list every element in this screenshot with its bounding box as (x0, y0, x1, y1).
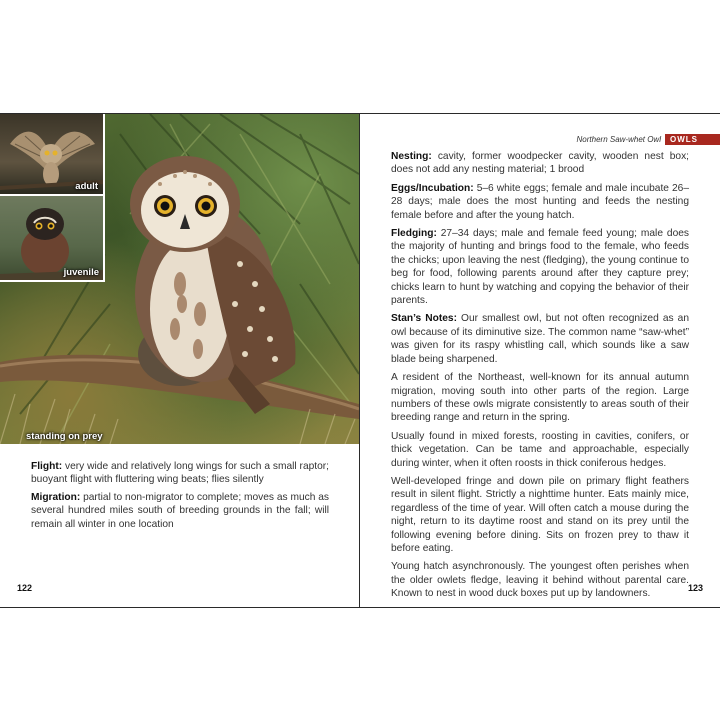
inset-photo-juvenile (0, 196, 105, 282)
paragraph-text: 5–6 white eggs; female and male incubate 26–28 days; male does the most hunting and feeds the nesting female before and after the young hatch. (391, 182, 689, 221)
right-body-text (391, 150, 689, 606)
running-head-group-tab: OWLS (665, 134, 720, 145)
owl-photo-standing-on-prey (0, 114, 359, 444)
page-number-left: 122 (17, 583, 33, 593)
paragraph-habitat (391, 430, 689, 470)
left-page (0, 114, 360, 607)
caption-adult: adult (75, 181, 98, 192)
running-head (577, 134, 720, 145)
paragraph-text: Well-developed fringe and down pile on primary flight feathers result in silent flight. Strictly a nighttime hunter. Eats mainly mice, regardless of the time of year. Will often catch a mouse during the night, return to its daytime roost and stand on its prey until the following evening before dining. Sits on frozen prey to thaw it before eating. (391, 475, 689, 554)
inset-photo-adult (0, 114, 105, 196)
term-label: Eggs/Incubation: (391, 182, 474, 194)
term-label: Stan’s Notes: (391, 313, 457, 325)
caption-main-photo: standing on prey (26, 431, 103, 442)
term-label: Nesting: (391, 151, 432, 162)
caption-juvenile: juvenile (63, 267, 99, 278)
book-spread (0, 113, 720, 608)
paragraph-text: very wide and relatively long wings for such a small raptor; buoyant flight with fluttering wing beats; flies silently (31, 461, 329, 486)
paragraph-residence (391, 371, 689, 425)
running-head-species: Northern Saw-whet Owl (576, 135, 661, 144)
paragraph-flight (31, 460, 329, 487)
paragraph-text: partial to non-migrator to complete; moves as much as several hundred miles south of breeding grounds in the fall; will remain all winter in one location (31, 491, 329, 530)
paragraph-text: 27–34 days; male and female feed young; male does the majority of hunting and brings food to the female, who feeds the chicks; upon leaving the nest (fledging), the young continue to beg for food, following parents around after they capture prey; chicks learn to hunt by watching and copying the behavior of their parents. (391, 228, 689, 307)
term-label: Flight: (31, 461, 63, 472)
term-label: Fledging: (391, 228, 437, 240)
paragraph-stans-notes (391, 312, 689, 366)
paragraph-eggs-incubation (391, 182, 689, 222)
term-label: Migration: (31, 491, 81, 503)
paragraph-fledging (391, 227, 689, 307)
page-number-right: 123 (687, 583, 703, 593)
paragraph-nesting (391, 150, 689, 177)
paragraph-text: Usually found in mixed forests, roosting in cavities, conifers, or thick vegetation. Can be tame and approachable, especially during winter, when it often roosts in thick coniferous hedges. (391, 430, 689, 469)
paragraph-text: Our smallest owl, but not often recognized as an owl because of its diminutive size. The common name “saw-whet” was given for its raspy whistling call, which sounds like a saw blade being sharpened. (391, 313, 689, 365)
paragraph-migration (31, 491, 329, 531)
paragraph-text: cavity, former woodpecker cavity, wooden nest box; does not add any nesting material; 1 brood (391, 151, 689, 176)
paragraph-text: Young hatch asynchronously. The youngest often perishes when the older owlets fledge, leaving it behind without parental care. Known to nest in wood duck boxes put up by landowners. (391, 561, 689, 600)
paragraph-young (391, 560, 689, 600)
paragraph-hunting (391, 475, 689, 555)
left-body-text (31, 460, 329, 535)
right-page (360, 114, 720, 607)
paragraph-text: A resident of the Northeast, well-known for its annual autumn migration, moving south into other parts of the region. Large numbers of these owls migrate consistently to areas south of their breeding range and return in the spring. (391, 372, 689, 424)
